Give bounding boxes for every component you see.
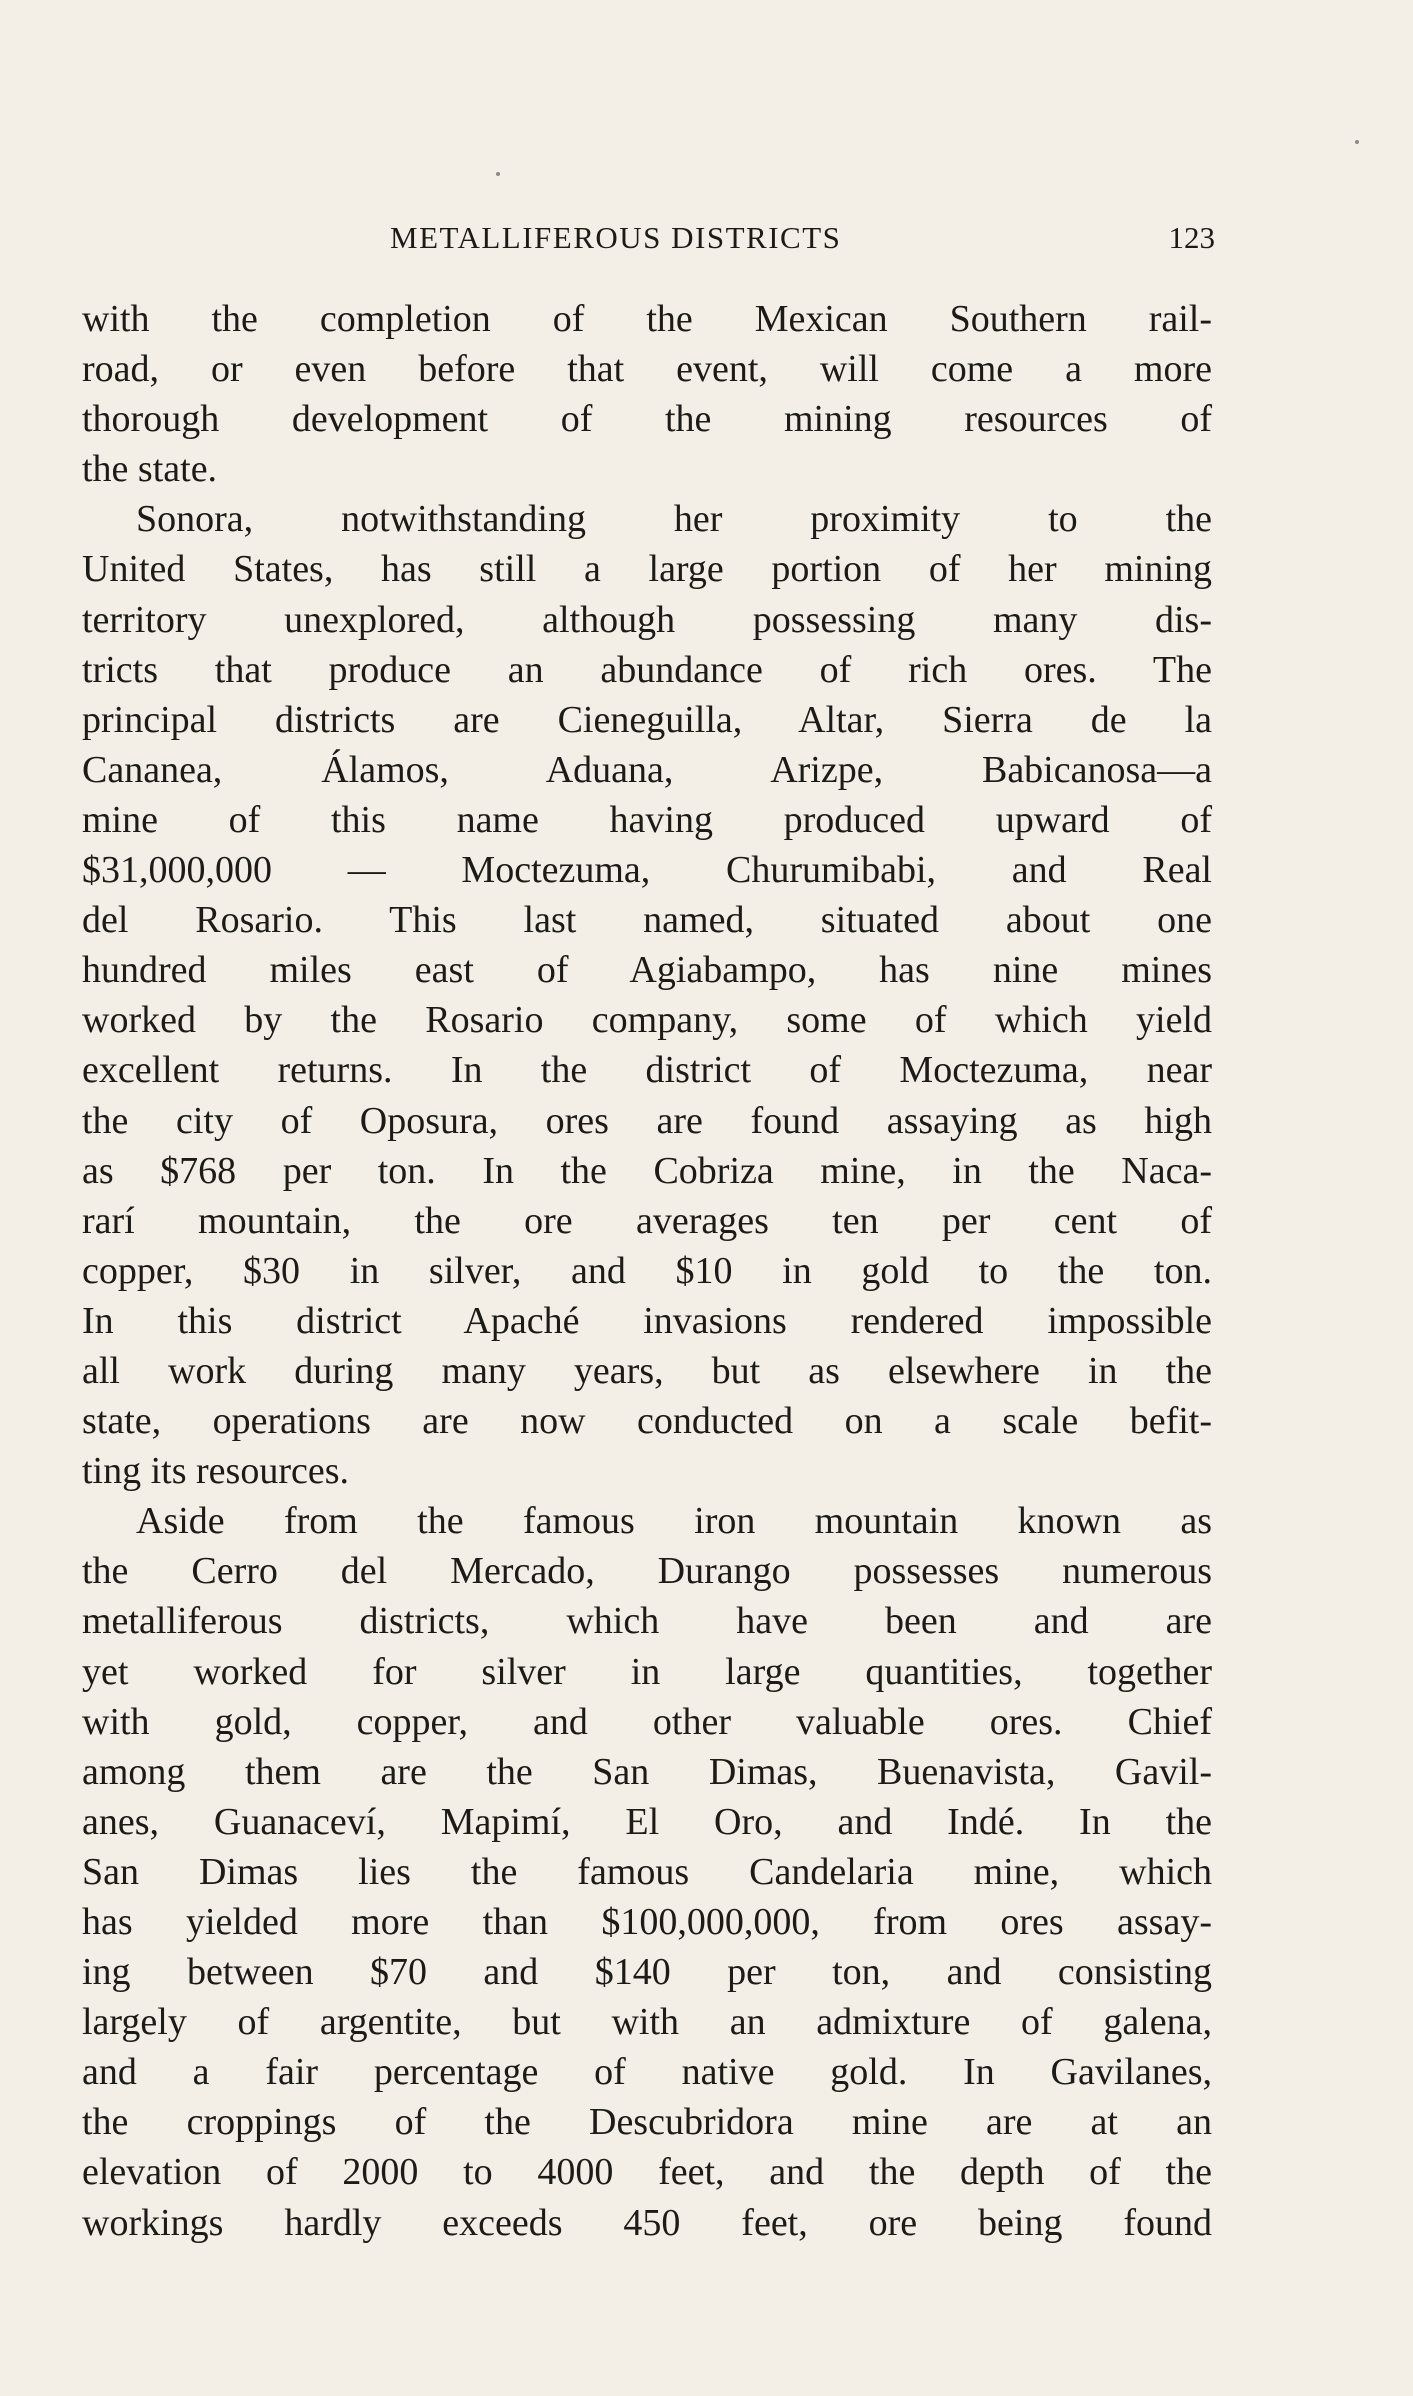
page-number: 123 [1168, 220, 1215, 255]
text-line: In this district Apaché invasions rendered impossible [82, 1299, 1212, 1342]
text-line: and a fair percentage of native gold. In Gavilanes, [82, 2051, 1212, 2094]
text-line: all work during many years, but as elsewhere in the [82, 1349, 1212, 1392]
text-line: road, or even before that event, will come a more [82, 348, 1212, 391]
text-line: ing between $70 and $140 per ton, and consisting [82, 1951, 1212, 1994]
text-line: the state. [82, 448, 218, 491]
text-line: excellent returns. In the district of Moctezuma, near [82, 1049, 1212, 1092]
text-line: hundred miles east of Agiabampo, has nine mines [82, 949, 1212, 992]
text-line: has yielded more than $100,000,000, from ores assay- [82, 1901, 1212, 1943]
body-text [82, 294, 1212, 2248]
text-line: the croppings of the Descubridora mine are at an [82, 2101, 1212, 2144]
text-line: largely of argentite, but with an admixture of galena, [82, 2001, 1212, 2044]
text-line: rarí mountain, the ore averages ten per cent of [82, 1199, 1212, 1242]
text-line: mine of this name having produced upward of [82, 798, 1212, 841]
text-line: state, operations are now conducted on a scale befit- [82, 1400, 1212, 1443]
text-line: metalliferous districts, which have been and are [82, 1600, 1212, 1643]
text-line: copper, $30 in silver, and $10 in gold to the ton. [82, 1249, 1212, 1292]
text-line: San Dimas lies the famous Candelaria mine, which [82, 1850, 1212, 1893]
text-line: as $768 per ton. In the Cobriza mine, in the Naca- [82, 1149, 1212, 1192]
text-line: del Rosario. This last named, situated about one [82, 899, 1212, 942]
text-line: Sonora, notwithstanding her proximity to the [136, 498, 1212, 541]
text-line: the Cerro del Mercado, Durango possesses numerous [82, 1550, 1212, 1593]
text-line: Aside from the famous iron mountain known as [136, 1500, 1212, 1543]
running-head [90, 216, 1215, 260]
text-line: territory unexplored, although possessing many dis- [82, 598, 1212, 641]
text-line: the city of Oposura, ores are found assaying as high [82, 1099, 1212, 1142]
text-line: tricts that produce an abundance of rich ores. The [82, 648, 1212, 691]
text-line: ting its resources. [82, 1450, 350, 1493]
text-line: principal districts are Cieneguilla, Altar, Sierra de la [82, 698, 1212, 741]
text-line: with the completion of the Mexican Southern rail- [82, 298, 1212, 340]
text-line: among them are the San Dimas, Buenavista, Gavil- [82, 1750, 1212, 1793]
text-line: yet worked for silver in large quantities, together [82, 1650, 1212, 1693]
scan-speck [496, 172, 500, 176]
text-line: anes, Guanaceví, Mapimí, El Oro, and Indé. In the [82, 1800, 1212, 1843]
scan-speck [1355, 140, 1359, 144]
text-line: worked by the Rosario company, some of which yield [82, 999, 1212, 1042]
text-line: thorough development of the mining resources of [82, 398, 1212, 441]
text-line: United States, has still a large portion of her mining [82, 548, 1212, 591]
text-line: with gold, copper, and other valuable ores. Chief [82, 1700, 1212, 1743]
running-title: METALLIFEROUS DISTRICTS [390, 220, 842, 255]
text-line: Cananea, Álamos, Aduana, Arizpe, Babicanosa—a [82, 748, 1212, 791]
text-line: elevation of 2000 to 4000 feet, and the depth of the [82, 2151, 1212, 2194]
text-line: $31,000,000 — Moctezuma, Churumibabi, and Real [82, 849, 1212, 892]
text-line: workings hardly exceeds 450 feet, ore being found [82, 2201, 1212, 2244]
